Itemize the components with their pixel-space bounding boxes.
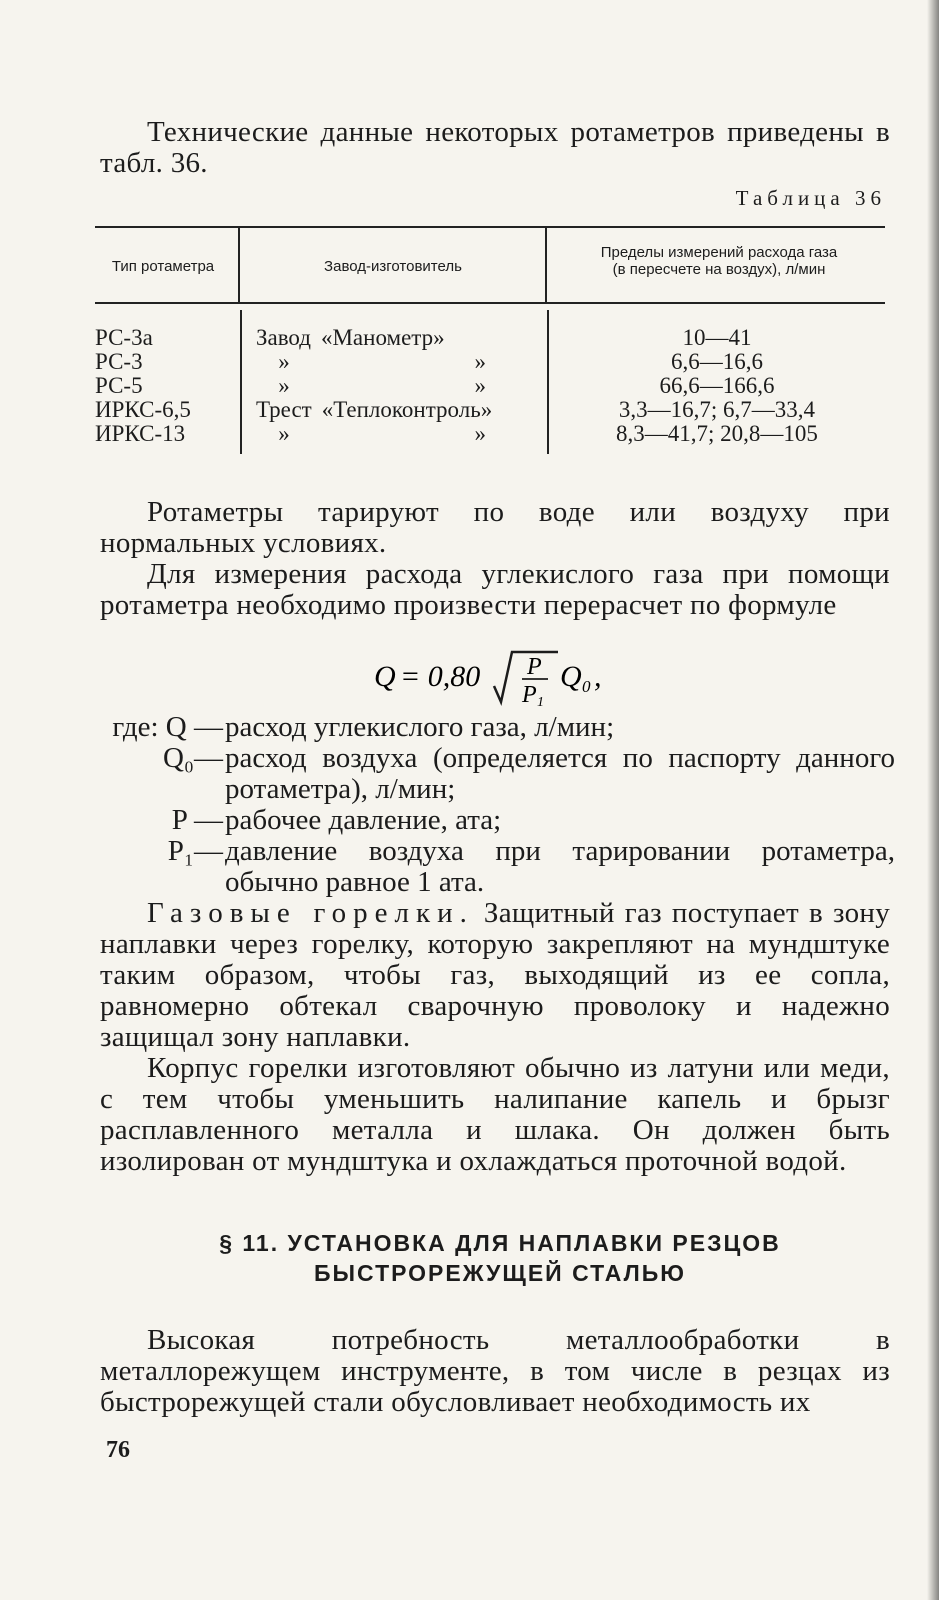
- paragraph-calibration: Ротаметры тарируют по воде или воздуху при нормальных условиях.: [100, 496, 890, 559]
- page-number: 76: [106, 1437, 130, 1463]
- definition-text: расход воздуха (определяется по паспорту данного ротаметра), л/мин;: [225, 742, 895, 805]
- formula-denominator: P: [522, 682, 537, 708]
- definition-item: [100, 836, 895, 898]
- header-type: Тип ротаметра: [111, 258, 215, 275]
- definition-text: рабочее давление, ата;: [225, 804, 502, 836]
- formula-lhs: Q: [374, 660, 396, 693]
- column-maker: [256, 326, 536, 446]
- maker-cell: [256, 326, 536, 350]
- section-heading: [150, 1228, 850, 1288]
- definition-item: [100, 805, 895, 836]
- table-divider: [240, 310, 242, 454]
- variable-definitions: [100, 712, 895, 898]
- definition-symbol: где: Q —: [112, 711, 223, 743]
- formula-tail: Q: [560, 660, 582, 693]
- formula-end: ,: [594, 660, 602, 693]
- table-caption: Таблица 36: [735, 186, 886, 210]
- paragraph-burner-body: Корпус горелки изготовляют обычно из латуни или меди, с тем чтобы уменьшить налипание капель и брызг расплавленного металла и шлака. Он должен быть изолирован от мундштука и охлаждаться проточной водой.: [100, 1052, 890, 1177]
- maker-part: »: [278, 373, 290, 398]
- maker-cell: [256, 350, 536, 374]
- range-cell: 10—41: [682, 325, 752, 350]
- maker-part: »: [474, 421, 486, 446]
- table-divider: [545, 228, 547, 302]
- maker-part: Трест: [256, 397, 312, 422]
- paragraph-gas-burners-text: Защитный газ поступает в зону наплавки через горелку, которую закрепляют на мундштуке таким образом, чтобы газ, выходящий из ее сопла, равномерно обтекал сварочную проволоку и надежно защищал зону наплавки.: [100, 897, 890, 1053]
- maker-part: «Теплоконтроль»: [321, 397, 493, 422]
- table-top-rule: [95, 226, 885, 228]
- definition-text: расход углекислого газа, л/мин;: [225, 711, 615, 743]
- header-range-line2: (в пересчете на воздух), л/мин: [612, 261, 826, 278]
- paragraph-conversion: Для измерения расхода углекислого газа при помощи ротаметра необходимо произвести перерасчет по формуле: [100, 558, 890, 621]
- header-range-line1: Пределы измерений расхода газа: [600, 244, 838, 261]
- table-header-rule: [95, 302, 885, 304]
- definition-item: [100, 743, 895, 805]
- column-range: [552, 326, 882, 446]
- range-cell: 8,3—41,7; 20,8—105: [616, 421, 818, 446]
- intro-paragraph: Технические данные некоторых ротаметров приведены в табл. 36.: [100, 116, 890, 179]
- header-range: [552, 244, 886, 278]
- maker-part: Завод: [256, 325, 311, 350]
- definition-text: давление воздуха при тарировании ротаметра, обычно равное 1 ата.: [225, 835, 895, 898]
- maker-cell: [256, 398, 536, 422]
- flow-formula: [370, 640, 630, 710]
- table-divider: [238, 228, 240, 302]
- maker-cell: [256, 422, 536, 446]
- definition-symbol: P —: [171, 804, 223, 836]
- maker-part: »: [278, 421, 290, 446]
- type-cell: РС-3: [95, 349, 143, 374]
- type-cell: РС-5: [95, 373, 143, 398]
- type-cell: ИРКС-6,5: [95, 397, 191, 422]
- section-heading-line2: БЫСТРОРЕЖУЩЕЙ СТАЛЬЮ: [313, 1260, 687, 1286]
- maker-cell: [256, 374, 536, 398]
- formula-tail-subscript: 0: [582, 677, 591, 696]
- maker-part: »: [474, 349, 486, 374]
- maker-part: »: [278, 349, 290, 374]
- paragraph-demand: Высокая потребность металлообработки в металлорежущем инструменте, в том числе в резцах из быстрорежущей стали обусловливает необходимость их: [100, 1324, 890, 1418]
- page-edge-shadow: [927, 0, 939, 1600]
- header-maker: Завод-изготовитель: [324, 258, 462, 275]
- type-cell: РС-3а: [95, 325, 153, 350]
- formula-graphic: [370, 640, 630, 710]
- definition-item: [100, 712, 895, 743]
- maker-part: «Манометр»: [320, 325, 445, 350]
- type-cell: ИРКС-13: [95, 421, 186, 446]
- range-cell: 6,6—16,6: [671, 349, 763, 374]
- paragraph-gas-burners: [100, 898, 890, 1053]
- spaced-term: Газовые горелки.: [147, 897, 474, 929]
- formula-coefficient: = 0,80: [400, 660, 481, 693]
- table-divider: [547, 310, 549, 454]
- formula-denominator-subscript: 1: [537, 695, 544, 710]
- formula-numerator: P: [527, 654, 542, 680]
- definition-symbol: Q₀—: [162, 742, 223, 774]
- range-cell: 3,3—16,7; 6,7—33,4: [618, 397, 816, 422]
- maker-part: »: [474, 373, 486, 398]
- column-type: [95, 326, 235, 446]
- section-heading-line1: § 11. УСТАНОВКА ДЛЯ НАПЛАВКИ РЕЗЦОВ: [219, 1230, 781, 1256]
- definition-symbol: P₁—: [167, 835, 223, 867]
- range-cell: 66,6—166,6: [659, 373, 775, 398]
